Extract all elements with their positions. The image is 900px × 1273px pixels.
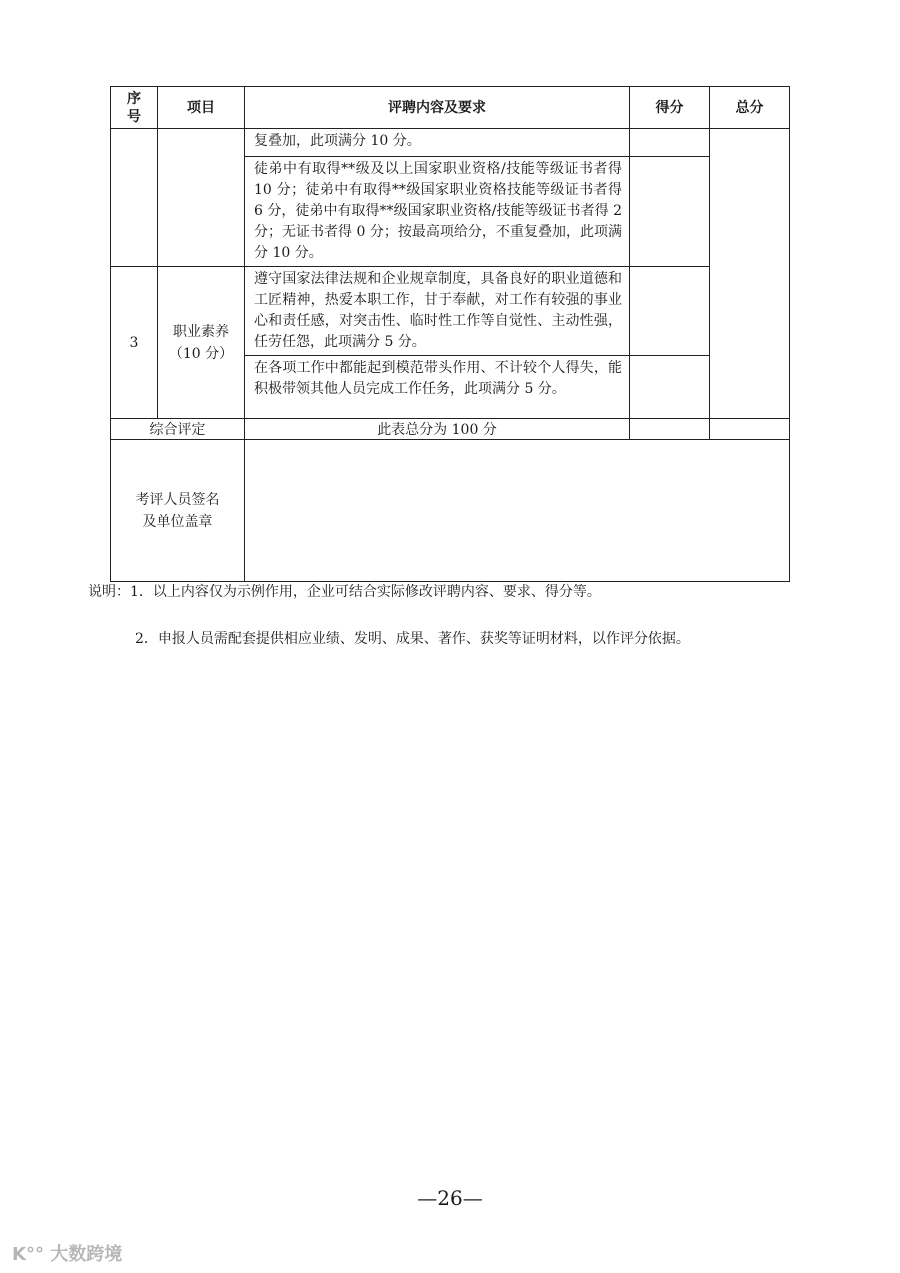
item-points: （10 分） — [168, 345, 234, 362]
score-cell — [630, 157, 710, 267]
content-cell — [245, 157, 630, 267]
seq-cell-empty — [111, 129, 158, 267]
summary-row — [111, 419, 790, 440]
score-cell — [630, 267, 710, 356]
evaluation-table — [110, 86, 790, 582]
header-content: 评聘内容及要求 — [245, 87, 630, 129]
header-score: 得分 — [630, 87, 710, 129]
watermark-icon: K°° — [12, 1244, 44, 1265]
signature-row — [111, 440, 790, 582]
table-row — [111, 129, 790, 157]
header-row — [111, 87, 790, 129]
signature-label: 考评人员签名及单位盖章 — [135, 491, 220, 530]
header-seq: 序号 — [111, 87, 158, 129]
header-total: 总分 — [710, 87, 790, 129]
summary-score-cell — [630, 419, 710, 440]
signature-label-cell — [111, 440, 245, 582]
page-number: —26— — [417, 1186, 483, 1210]
watermark-logo — [12, 1240, 122, 1266]
note-1: 说明：1．以上内容仅为示例作用，企业可结合实际修改评聘内容、要求、得分等。 — [88, 584, 601, 600]
score-cell — [630, 356, 710, 419]
content-text: 徒弟中有取得**级及以上国家职业资格/技能等级证书者得 10 分；徒弟中有取得**级国家职业资格技能等级证书者得 6 分，徒弟中有取得**级国家职业资格/技能等级证书者得 2 分；无证书者得 0 分；按最高项给分，不重复叠加，此项满分 10 分。 — [254, 161, 622, 261]
content-text: 在各项工作中都能起到模范带头作用、不计较个人得失，能积极带领其他人员完成工作任务，此项满分 5 分。 — [254, 360, 622, 397]
summary-text: 此表总分为 100 分 — [245, 419, 630, 440]
header-item: 项目 — [158, 87, 245, 129]
seq-cell: 3 — [111, 267, 158, 419]
content-cell — [245, 129, 630, 157]
item-name: 职业素养 — [173, 323, 229, 340]
table-row — [111, 267, 790, 356]
summary-label: 综合评定 — [111, 419, 245, 440]
signature-area — [245, 440, 790, 582]
item-cell — [158, 267, 245, 419]
score-cell — [630, 129, 710, 157]
note-2: 2．申报人员需配套提供相应业绩、发明、成果、著作、获奖等证明材料，以作评分依据。 — [135, 631, 690, 647]
total-cell — [710, 129, 790, 419]
content-cell — [245, 356, 630, 419]
summary-total-cell — [710, 419, 790, 440]
content-cell — [245, 267, 630, 356]
content-text: 复叠加，此项满分 10 分。 — [254, 133, 421, 149]
item-cell-empty — [158, 129, 245, 267]
content-text: 遵守国家法律法规和企业规章制度，具备良好的职业道德和工匠精神，热爱本职工作，甘于奉献，对工作有较强的事业心和责任感，对突击性、临时性工作等自觉性、主动性强，任劳任怨，此项满分 5 分。 — [254, 271, 622, 350]
watermark-text: 大数跨境 — [50, 1244, 123, 1265]
